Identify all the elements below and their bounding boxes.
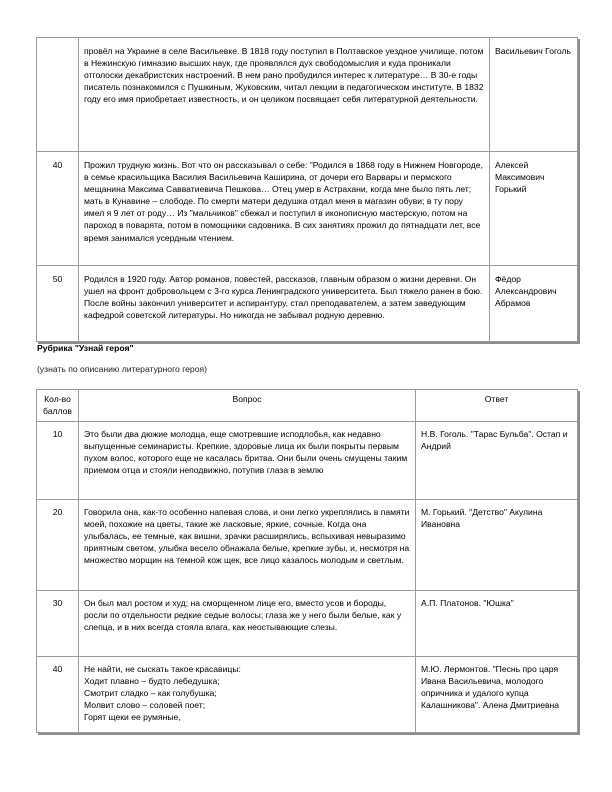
table-header-row (37, 390, 578, 422)
table-row (37, 422, 578, 500)
table-row (37, 38, 578, 152)
author-description: провёл на Украине в селе Васильевке. В 1818 году поступил в Полтавское уездное училище, потом в Нежинскую гимназию высших наук, где проявлялся дух свободомыслия и куда проникали отголоски декабристских настроений. В нем рано пробудился интерес к литературе… В 30-е годы писатель познакомился с Пушкиным, Жуковским, читал лекции в педагогическом институте. В 1832 году его имя приобретает известность, и он целиком посвящает себя литературной деятельности. (79, 38, 490, 152)
heroes-table (36, 389, 578, 733)
header-question: Вопрос (79, 390, 416, 422)
row-answer: Н.В. Гоголь. "Тарас Бульба". Остап и Андрий (416, 422, 578, 500)
table-row (37, 657, 578, 733)
author-name: Алексей Максимович Горький (490, 152, 578, 266)
authors-table (36, 37, 578, 342)
table-row (37, 591, 578, 657)
row-points: 20 (37, 500, 79, 591)
row-answer: А.П. Платонов. "Юшка" (416, 591, 578, 657)
header-points: Кол-во баллов (37, 390, 79, 422)
row-points: 30 (37, 591, 79, 657)
row-points: 10 (37, 422, 79, 500)
table-row (37, 500, 578, 591)
table-row (37, 266, 578, 342)
author-name: Фёдор Александрович Абрамов (490, 266, 578, 342)
row-answer: М.Ю. Лермонтов. "Песнь про царя Ивана Васильевича, молодого опричника и удалого купца Калашникова". Алена Дмитриевна (416, 657, 578, 733)
row-question: Говорила она, как-то особенно напевая слова, и они легко укреплялись в памяти моей, похожие на цветы, такие же ласковые, яркие, сочные. Когда она улыбалась, ее темные, как вишни, зрачки расширялись, вспыхивая невыразимо приятным светом, улыбка весело обнажала белые, крепкие зубы, и, несмотря на множество морщин на темной кож щек, все лицо казалось молодым и светлым. (79, 500, 416, 591)
row-answer: М. Горький. "Детство" Акулина Ивановна (416, 500, 578, 591)
section-heading: Рубрика "Узнай героя" (37, 343, 134, 353)
table-row (37, 152, 578, 266)
row-number: 40 (37, 152, 79, 266)
author-name: Васильевич Гоголь (490, 38, 578, 152)
row-question: Он был мал ростом и худ; на сморщенном лице его, вместо усов и бороды, росли по отдельности редкие седые волосы; глаза же у него были белые, как у слепца, и в них всегда стояла влага, как неостывающие слезы. (79, 591, 416, 657)
row-number: 50 (37, 266, 79, 342)
row-points: 40 (37, 657, 79, 733)
author-description: Прожил трудную жизнь. Вот что он рассказывал о себе: "Родился в 1868 году в Нижнем Новгороде, в семье красильщика Василия Васильевича Каширина, от дочери его Варвары и пермского мещанина Максима Савватиевича Пешкова… Отец умер в Астрахани, когда мне было пять лет; мать в Кунавине – слободе. По смерти матери дедушка отдал меня в магазин обуви; в ту пору имел я 9 лет от роду… Из "мальчиков" сбежал и поступил в иконописную мастерскую, потом на пароход в поварята, потом в помощники садовника. В сих занятиях прожил до пятнадцати лет, все время занимался усердным чтением. (79, 152, 490, 266)
section-subheading: (узнать по описанию литературного героя) (37, 364, 207, 374)
author-description: Родился в 1920 году. Автор романов, повестей, рассказов, главным образом о жизни деревни. Он ушел на фронт добровольцем с 3-го курса Ленинградского университета. Был тяжело ранен в бою. После войны закончил университет и аспирантуру, стал преподавателем, а затем заведующим кафедрой советской литературы. Но никогда не забывал родную деревню. (79, 266, 490, 342)
row-question: Это были два дюжие молодца, еще смотревшие исподлобья, как недавно выпущенные семинаристы. Крепкие, здоровые лица их были покрыты первым пухом волос, которого еще не касалась бритва. Они были очень смущены таким приемом отца и стояли неподвижно, потупив глаза в землю (79, 422, 416, 500)
header-answer: Ответ (416, 390, 578, 422)
row-question: Не найти, не сыскать такое красавицы: Ходит плавно – будто лебедушка; Смотрит сладко – как голубушка; Молвит слово – соловей поет; Горят щеки ее румяные, (79, 657, 416, 733)
row-number (37, 38, 79, 152)
